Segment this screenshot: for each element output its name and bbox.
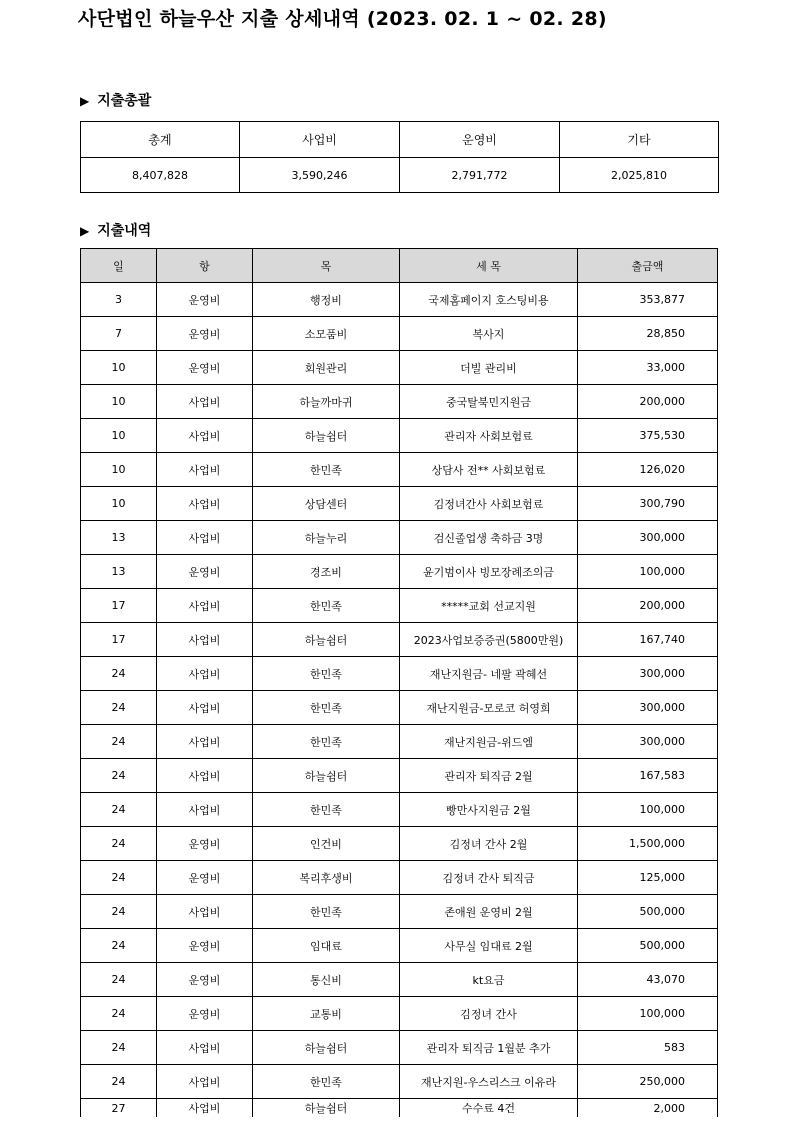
cell-category: 운영비 <box>157 929 253 963</box>
cell-subitem: 존애원 운영비 2월 <box>400 895 578 929</box>
cell-amount: 167,583 <box>578 759 718 793</box>
cell-amount: 200,000 <box>578 589 718 623</box>
cell-amount: 300,000 <box>578 691 718 725</box>
cell-category: 사업비 <box>157 1031 253 1065</box>
triangle-right-icon: ▶ <box>80 94 90 108</box>
cell-day: 10 <box>81 487 157 521</box>
cell-amount: 250,000 <box>578 1065 718 1099</box>
cell-item: 하늘쉼터 <box>253 1031 400 1065</box>
table-row <box>81 725 718 759</box>
cell-item: 복리후생비 <box>253 861 400 895</box>
cell-subitem: 재난지원-우스리스크 이유라 <box>400 1065 578 1099</box>
summary-value-other: 2,025,810 <box>560 158 719 193</box>
cell-amount: 300,000 <box>578 521 718 555</box>
cell-category: 사업비 <box>157 691 253 725</box>
table-row <box>81 963 718 997</box>
table-row <box>81 759 718 793</box>
cell-item: 한민족 <box>253 589 400 623</box>
summary-value-business: 3,590,246 <box>240 158 400 193</box>
table-row <box>81 351 718 385</box>
cell-amount: 1,500,000 <box>578 827 718 861</box>
cell-category: 사업비 <box>157 657 253 691</box>
cell-amount: 300,000 <box>578 657 718 691</box>
summary-header-other: 기타 <box>560 122 719 158</box>
cell-subitem: 중국탈북민지원금 <box>400 385 578 419</box>
summary-heading-label: 지출총괄 <box>97 93 152 109</box>
cell-subitem: 재난지원금-위드엠 <box>400 725 578 759</box>
detail-header-day: 일 <box>81 249 157 283</box>
cell-day: 10 <box>81 453 157 487</box>
cell-category: 사업비 <box>157 521 253 555</box>
cell-item: 한민족 <box>253 793 400 827</box>
cell-amount: 500,000 <box>578 929 718 963</box>
cell-category: 운영비 <box>157 827 253 861</box>
cell-subitem: 복사지 <box>400 317 578 351</box>
cell-category: 사업비 <box>157 385 253 419</box>
table-row <box>81 283 718 317</box>
cell-day: 13 <box>81 521 157 555</box>
cell-item: 회원관리 <box>253 351 400 385</box>
cell-day: 24 <box>81 1031 157 1065</box>
cell-category: 사업비 <box>157 793 253 827</box>
cell-day: 24 <box>81 963 157 997</box>
cell-item: 하늘쉼터 <box>253 623 400 657</box>
cell-item: 하늘까마귀 <box>253 385 400 419</box>
cell-amount: 375,530 <box>578 419 718 453</box>
cell-item: 임대료 <box>253 929 400 963</box>
cell-day: 17 <box>81 589 157 623</box>
cell-subitem: 김정녀 간사 2월 <box>400 827 578 861</box>
cell-category: 운영비 <box>157 861 253 895</box>
cell-subitem: 관리자 퇴직금 1월분 추가 <box>400 1031 578 1065</box>
summary-header-total: 총계 <box>81 122 240 158</box>
cell-subitem: 수수료 4건 <box>400 1099 578 1118</box>
cell-amount: 100,000 <box>578 997 718 1031</box>
cell-subitem: 2023사업보증증권(5800만원) <box>400 623 578 657</box>
cell-amount: 126,020 <box>578 453 718 487</box>
cell-day: 24 <box>81 1065 157 1099</box>
table-row <box>81 487 718 521</box>
cell-item: 한민족 <box>253 725 400 759</box>
cell-amount: 200,000 <box>578 385 718 419</box>
cell-amount: 100,000 <box>578 555 718 589</box>
summary-header-business: 사업비 <box>240 122 400 158</box>
cell-subitem: *****교회 선교지원 <box>400 589 578 623</box>
cell-subitem: 더빌 관리비 <box>400 351 578 385</box>
cell-day: 10 <box>81 351 157 385</box>
detail-table <box>80 248 718 1117</box>
table-row <box>81 861 718 895</box>
cell-category: 운영비 <box>157 963 253 997</box>
table-row <box>81 317 718 351</box>
cell-subitem: 상담사 전** 사회보험료 <box>400 453 578 487</box>
cell-day: 24 <box>81 861 157 895</box>
cell-item: 하늘쉼터 <box>253 1099 400 1118</box>
cell-category: 운영비 <box>157 351 253 385</box>
cell-item: 상담센터 <box>253 487 400 521</box>
detail-header-subitem: 세 목 <box>400 249 578 283</box>
cell-amount: 500,000 <box>578 895 718 929</box>
cell-item: 한민족 <box>253 691 400 725</box>
cell-subitem: 관리자 퇴직금 2월 <box>400 759 578 793</box>
cell-day: 24 <box>81 657 157 691</box>
cell-amount: 125,000 <box>578 861 718 895</box>
cell-subitem: 김정녀 간사 <box>400 997 578 1031</box>
cell-day: 27 <box>81 1099 157 1118</box>
summary-header-operating: 운영비 <box>400 122 560 158</box>
cell-category: 사업비 <box>157 725 253 759</box>
table-row <box>81 1031 718 1065</box>
cell-day: 17 <box>81 623 157 657</box>
cell-category: 사업비 <box>157 895 253 929</box>
cell-item: 교통비 <box>253 997 400 1031</box>
cell-subitem: 검신졸업생 축하금 3명 <box>400 521 578 555</box>
table-row <box>81 623 718 657</box>
table-row <box>81 657 718 691</box>
cell-category: 운영비 <box>157 555 253 589</box>
cell-subitem: 윤기범이사 빙모장례조의금 <box>400 555 578 589</box>
table-row <box>81 453 718 487</box>
cell-subitem: 사무실 임대료 2월 <box>400 929 578 963</box>
cell-amount: 167,740 <box>578 623 718 657</box>
cell-amount: 300,000 <box>578 725 718 759</box>
cell-amount: 33,000 <box>578 351 718 385</box>
cell-day: 3 <box>81 283 157 317</box>
table-row <box>81 589 718 623</box>
detail-header-row <box>81 249 718 283</box>
detail-body <box>81 283 718 1118</box>
cell-item: 한민족 <box>253 453 400 487</box>
table-row <box>81 1065 718 1099</box>
summary-value-operating: 2,791,772 <box>400 158 560 193</box>
cell-day: 10 <box>81 385 157 419</box>
cell-item: 하늘쉼터 <box>253 419 400 453</box>
cell-category: 운영비 <box>157 317 253 351</box>
cell-amount: 300,790 <box>578 487 718 521</box>
cell-subitem: 김정녀간사 사회보험료 <box>400 487 578 521</box>
cell-day: 24 <box>81 827 157 861</box>
cell-amount: 100,000 <box>578 793 718 827</box>
cell-category: 사업비 <box>157 487 253 521</box>
cell-category: 사업비 <box>157 589 253 623</box>
cell-item: 한민족 <box>253 1065 400 1099</box>
summary-table <box>80 121 719 193</box>
cell-amount: 353,877 <box>578 283 718 317</box>
cell-subitem: kt요금 <box>400 963 578 997</box>
cell-amount: 28,850 <box>578 317 718 351</box>
cell-category: 운영비 <box>157 997 253 1031</box>
cell-category: 사업비 <box>157 419 253 453</box>
cell-subitem: 국제홈페이지 호스팅비용 <box>400 283 578 317</box>
table-row <box>81 793 718 827</box>
table-row <box>81 997 718 1031</box>
triangle-right-icon: ▶ <box>80 224 90 238</box>
cell-day: 24 <box>81 793 157 827</box>
cell-item: 인건비 <box>253 827 400 861</box>
cell-day: 10 <box>81 419 157 453</box>
cell-item: 경조비 <box>253 555 400 589</box>
table-row <box>81 1099 718 1118</box>
cell-subitem: 재난지원금- 네팔 곽혜선 <box>400 657 578 691</box>
cell-amount: 583 <box>578 1031 718 1065</box>
summary-value-total: 8,407,828 <box>81 158 240 193</box>
detail-heading-label: 지출내역 <box>97 223 152 239</box>
cell-category: 사업비 <box>157 623 253 657</box>
cell-item: 소모품비 <box>253 317 400 351</box>
cell-day: 24 <box>81 929 157 963</box>
table-row <box>81 419 718 453</box>
summary-header-row <box>81 122 719 158</box>
table-row <box>81 929 718 963</box>
cell-item: 통신비 <box>253 963 400 997</box>
cell-amount: 2,000 <box>578 1099 718 1118</box>
cell-day: 24 <box>81 691 157 725</box>
cell-category: 운영비 <box>157 283 253 317</box>
cell-item: 한민족 <box>253 895 400 929</box>
cell-day: 24 <box>81 997 157 1031</box>
cell-category: 사업비 <box>157 453 253 487</box>
cell-item: 한민족 <box>253 657 400 691</box>
cell-subitem: 관리자 사회보험료 <box>400 419 578 453</box>
cell-item: 하늘쉼터 <box>253 759 400 793</box>
cell-day: 7 <box>81 317 157 351</box>
cell-subitem: 김정녀 간사 퇴직금 <box>400 861 578 895</box>
cell-subitem: 재난지원금-모로코 허영희 <box>400 691 578 725</box>
table-row <box>81 827 718 861</box>
detail-header-category: 항 <box>157 249 253 283</box>
table-row <box>81 385 718 419</box>
detail-section-heading <box>80 220 151 240</box>
page-title: 사단법인 하늘우산 지출 상세내역 (2023. 02. 1 ~ 02. 28) <box>78 8 607 30</box>
table-row <box>81 895 718 929</box>
cell-subitem: 빵만사지원금 2월 <box>400 793 578 827</box>
cell-day: 24 <box>81 725 157 759</box>
table-row <box>81 555 718 589</box>
cell-day: 13 <box>81 555 157 589</box>
summary-value-row <box>81 158 719 193</box>
cell-category: 사업비 <box>157 1065 253 1099</box>
detail-header-amount: 출금액 <box>578 249 718 283</box>
cell-amount: 43,070 <box>578 963 718 997</box>
table-row <box>81 521 718 555</box>
table-row <box>81 691 718 725</box>
detail-header-item: 목 <box>253 249 400 283</box>
cell-day: 24 <box>81 759 157 793</box>
cell-day: 24 <box>81 895 157 929</box>
cell-category: 사업비 <box>157 1099 253 1118</box>
cell-category: 사업비 <box>157 759 253 793</box>
cell-item: 하늘누리 <box>253 521 400 555</box>
cell-item: 행정비 <box>253 283 400 317</box>
summary-section-heading <box>80 90 151 110</box>
